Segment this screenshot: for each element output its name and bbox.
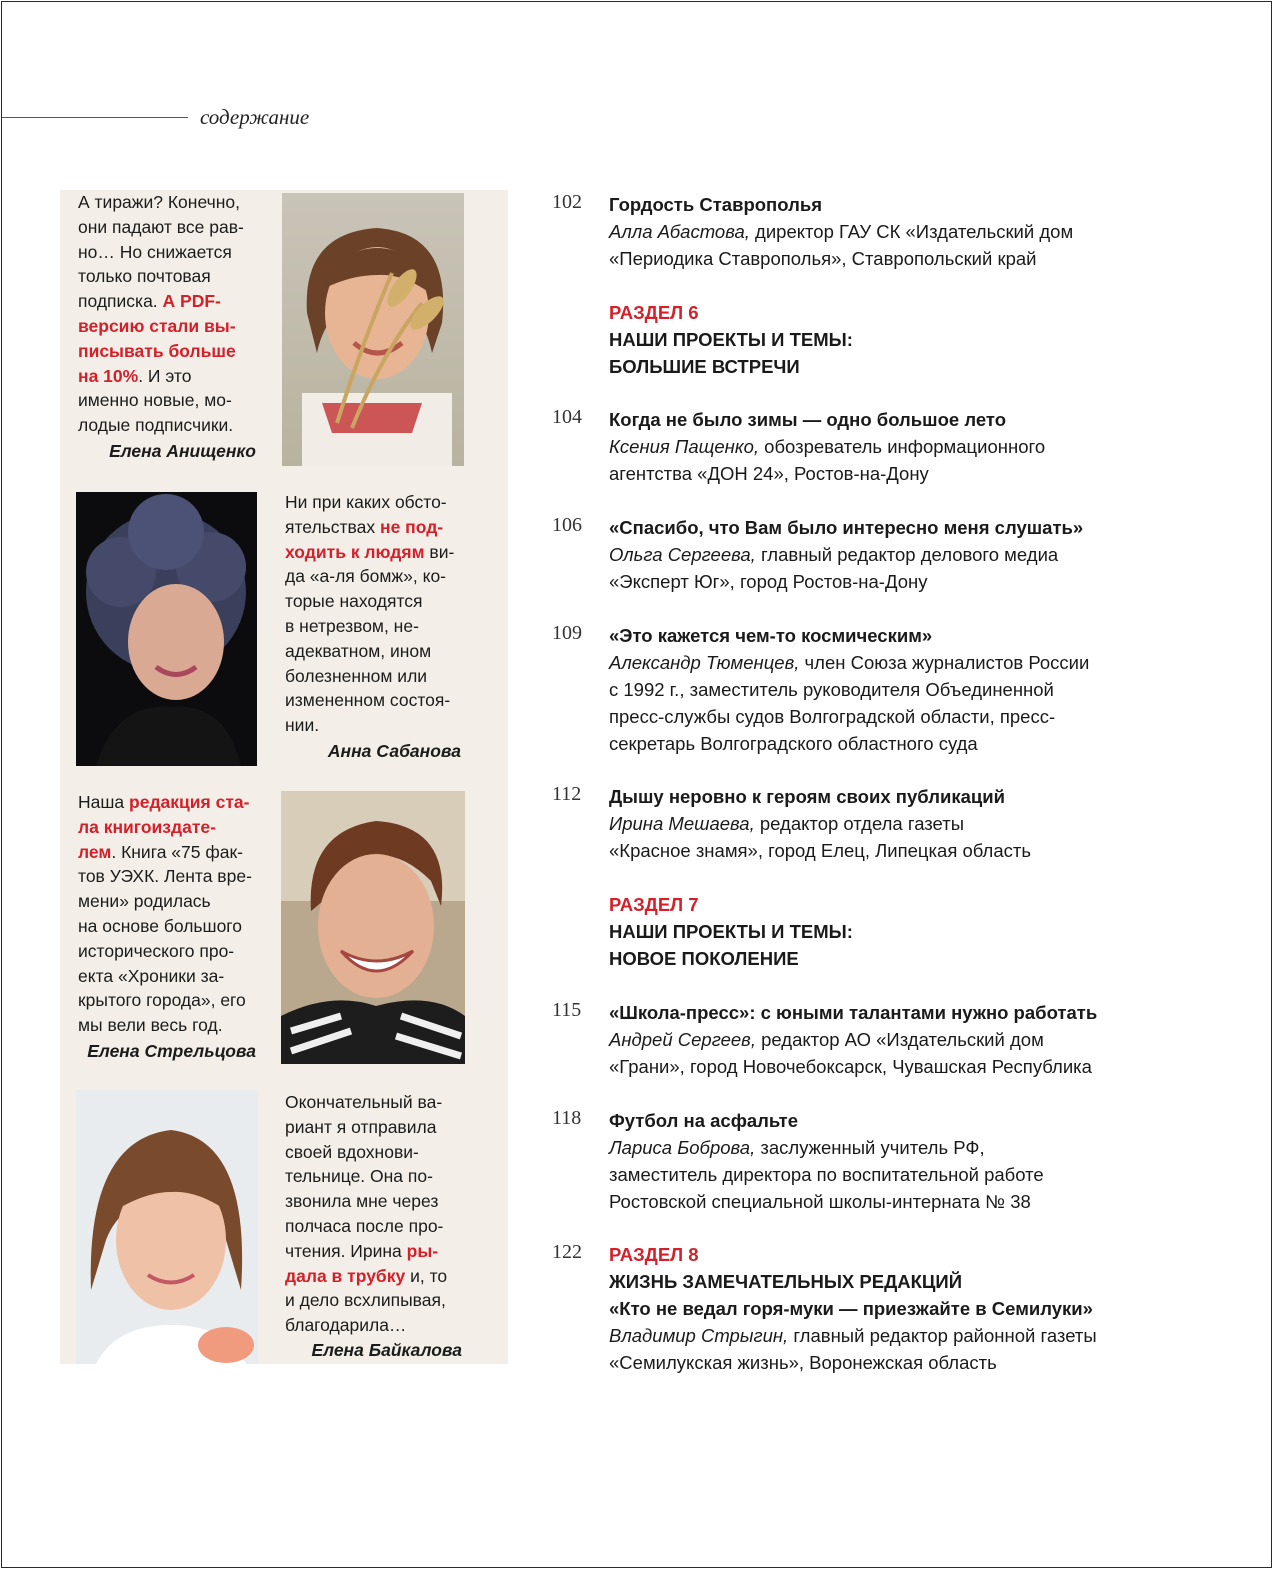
page-number: 118 [552, 1107, 582, 1129]
quote-text: лодые подписчики. [78, 415, 234, 436]
quote-text: только почтовая [78, 266, 211, 287]
quote-author-4: Елена Байкалова [311, 1340, 462, 1360]
entry-line [609, 1268, 1097, 1295]
portrait-photo-2 [76, 492, 257, 766]
entry-line [609, 945, 853, 972]
entry-text: заслуженный учитель РФ, [755, 1137, 985, 1158]
quote-line [78, 314, 268, 339]
entry-text: с 1992 г., заместитель руководителя Объединенной [609, 679, 1054, 700]
quote-text: ви- [424, 541, 455, 562]
entry-lines [609, 1241, 1097, 1376]
quote-line [285, 540, 475, 565]
entry-lines [609, 999, 1097, 1080]
quote-author-1: Елена Анищенко [109, 441, 256, 461]
entry-lines [609, 406, 1045, 487]
entry-title: «Школа-пресс»: с юными талантами нужно работать [609, 1002, 1098, 1023]
quote-line [78, 264, 268, 289]
quote-line [78, 939, 278, 964]
entry-line [609, 1053, 1097, 1080]
portrait-photo-3 [281, 791, 465, 1064]
quote-text: на основе большого [78, 915, 243, 936]
page-number: 115 [552, 999, 582, 1021]
entry-title: НАШИ ПРОЕКТЫ И ТЕМЫ: [609, 329, 853, 350]
entry-title: БОЛЬШИЕ ВСТРЕЧИ [609, 356, 800, 377]
quote-text: именно новые, мо- [78, 390, 232, 411]
quote-line [285, 1115, 475, 1140]
entry-title: НАШИ ПРОЕКТЫ И ТЕМЫ: [609, 921, 853, 942]
quote-text: измененном состоя- [285, 690, 451, 711]
entry-line [609, 703, 1089, 730]
quote-highlight: не под- [380, 516, 444, 537]
entry-title: «Кто не ведал горя-муки — приезжайте в Семилуки» [609, 1298, 1093, 1319]
quote-line [78, 790, 278, 815]
quote-line [78, 889, 278, 914]
quote-text: полчаса после про- [285, 1215, 444, 1236]
entry-line [609, 999, 1097, 1026]
quote-line [285, 1264, 475, 1289]
entry-text: член Союза журналистов России [799, 652, 1090, 673]
entry-line [609, 433, 1045, 460]
quote-highlight: ры- [406, 1240, 439, 1261]
entry-line [609, 406, 1045, 433]
quote-text: . Книга «75 фак- [111, 841, 243, 862]
quote-line [78, 190, 268, 215]
quote-text: Окончательный ва- [285, 1092, 443, 1112]
entry-line [609, 676, 1089, 703]
entry-line [609, 1107, 1044, 1134]
quote-text: чтения. Ирина [285, 1240, 407, 1261]
quote-text: звонила мне через [285, 1191, 439, 1212]
entry-line [609, 1322, 1097, 1349]
section-label: содержание [200, 105, 310, 129]
entry-line [609, 1161, 1044, 1188]
quote-text: А тиражи? Конечно, [78, 192, 240, 212]
entry-author: Алла Абастова, [609, 221, 750, 242]
quote-highlight: редакция ста- [129, 792, 250, 812]
page-number: 112 [552, 783, 582, 805]
entry-lines [609, 191, 1073, 272]
quote-text: екта «Хроники за- [78, 965, 225, 986]
quote-line [78, 988, 278, 1013]
quote-text: но… Но снижается [78, 241, 232, 262]
entry-title: ЖИЗНЬ ЗАМЕЧАТЕЛЬНЫХ РЕДАКЦИЙ [609, 1271, 963, 1292]
section-heading: РАЗДЕЛ 7 [609, 894, 699, 915]
quote-text: благодарила… [285, 1315, 407, 1336]
quote-line [78, 914, 278, 939]
entry-line [609, 218, 1073, 245]
entry-title: Дышу неровно к героям своих публикаций [609, 786, 1005, 807]
entry-line [609, 1295, 1097, 1322]
entry-author: Ксения Пащенко, [609, 436, 760, 457]
entry-title: Когда не было зимы — одно большое лето [609, 409, 1007, 430]
quote-author-2: Анна Сабанова [327, 741, 461, 761]
quote-line [285, 490, 475, 515]
entry-line [609, 460, 1045, 487]
entry-lines [609, 299, 853, 380]
page-number: 109 [552, 622, 582, 644]
quote-highlight: лем [78, 841, 112, 862]
entry-lines [609, 783, 1031, 864]
quote-line [285, 589, 475, 614]
page-number: 106 [552, 514, 582, 536]
entry-text: обозреватель информационного [759, 436, 1046, 457]
quote-text: крытого города», его [78, 990, 246, 1011]
quote-text: исторического про- [78, 940, 235, 961]
quote-author-3: Елена Стрельцова [87, 1041, 256, 1061]
sidebar-quote-1 [78, 190, 268, 438]
entry-line [609, 918, 853, 945]
page-number: 122 [552, 1241, 582, 1263]
quote-highlight: А PDF- [162, 291, 221, 312]
quote-line [78, 215, 268, 240]
quote-line [285, 614, 475, 639]
section-heading: РАЗДЕЛ 6 [609, 302, 699, 323]
entry-line [609, 514, 1083, 541]
quote-line [285, 1164, 475, 1189]
quote-line [285, 1189, 475, 1214]
quote-line [285, 1090, 475, 1115]
entry-line [609, 783, 1031, 810]
entry-author: Ольга Сергеева, [609, 544, 756, 565]
quote-line [285, 1239, 475, 1264]
quote-highlight: писывать больше [78, 340, 236, 361]
entry-line [609, 649, 1089, 676]
entry-text: пресс-службы судов Волгоградской области, пресс- [609, 706, 1056, 727]
entry-title: «Это кажется чем-то космическим» [609, 625, 933, 646]
quote-line [78, 339, 268, 364]
quote-line [285, 639, 475, 664]
quote-line [285, 688, 475, 713]
entry-title: НОВОЕ ПОКОЛЕНИЕ [609, 948, 799, 969]
entry-text: «Эксперт Юг», город Ростов-на-Дону [609, 571, 928, 592]
quote-text: мени» родилась [78, 891, 211, 912]
quote-text: . И это [138, 365, 192, 386]
entry-line [609, 191, 1073, 218]
quote-line [78, 240, 268, 265]
quote-text: в нетрезвом, не- [285, 615, 419, 636]
portrait-photo-1 [282, 193, 464, 466]
entry-line [609, 299, 853, 326]
entry-text: «Красное знамя», город Елец, Липецкая область [609, 840, 1031, 861]
entry-line [609, 1188, 1044, 1215]
quote-text: они падают все рав- [78, 216, 244, 237]
quote-highlight: ла книгоиздате- [78, 816, 216, 837]
entry-line [609, 568, 1083, 595]
entry-line [609, 622, 1089, 649]
section-heading: РАЗДЕЛ 8 [609, 1244, 699, 1265]
entry-text: «Грани», город Новочебоксарск, Чувашская Республика [609, 1056, 1092, 1077]
page-number: 102 [552, 191, 582, 213]
quote-line [78, 413, 268, 438]
quote-line [78, 1013, 278, 1038]
entry-text: Ростовской специальной школы-интерната № 38 [609, 1191, 1031, 1212]
quote-text: ятельствах [285, 516, 380, 537]
quote-text: и дело всхлипывая, [285, 1290, 446, 1311]
quote-line [78, 364, 268, 389]
quote-line [285, 1140, 475, 1165]
portrait-photo-4 [76, 1090, 258, 1364]
quote-text: своей вдохнови- [285, 1141, 419, 1162]
entry-text: агентства «ДОН 24», Ростов-на-Дону [609, 463, 929, 484]
entry-text: секретарь Волгоградского областного суда [609, 733, 978, 754]
entry-text: заместитель директора по воспитательной работе [609, 1164, 1044, 1185]
quote-highlight: на 10% [78, 365, 139, 386]
entry-line [609, 326, 853, 353]
quote-highlight: ходить к людям [285, 541, 425, 562]
quote-line [78, 388, 268, 413]
entry-author: Андрей Сергеев, [609, 1029, 756, 1050]
entry-author: Лариса Боброва, [609, 1137, 756, 1158]
quote-text: тов УЭХК. Лента вре- [78, 866, 252, 887]
quote-text: Наша [78, 792, 130, 812]
quote-line [285, 564, 475, 589]
entry-line [609, 730, 1089, 757]
entry-lines [609, 514, 1083, 595]
sidebar-quote-2 [285, 490, 475, 738]
quote-text: нии. [285, 715, 320, 736]
quote-line [78, 964, 278, 989]
entry-lines [609, 622, 1089, 757]
entry-line [609, 1241, 1097, 1268]
quote-line [78, 815, 278, 840]
entry-line [609, 1026, 1097, 1053]
entry-text: редактор отдела газеты [754, 813, 964, 834]
entry-lines [609, 891, 853, 972]
quote-text: тельнице. Она по- [285, 1166, 433, 1187]
quote-line [285, 1288, 475, 1313]
entry-line [609, 1349, 1097, 1376]
quote-line [285, 1313, 475, 1338]
quote-line [78, 864, 278, 889]
entry-line [609, 810, 1031, 837]
quote-text: и, то [405, 1265, 448, 1286]
entry-text: главный редактор районной газеты [788, 1325, 1097, 1346]
quote-text: болезненном или [285, 665, 428, 686]
header-rule [2, 117, 188, 118]
entry-author: Ирина Мешаева, [609, 813, 755, 834]
entry-text: редактор АО «Издательский дом [755, 1029, 1044, 1050]
entry-line [609, 837, 1031, 864]
entry-title: «Спасибо, что Вам было интересно меня слушать» [609, 517, 1084, 538]
sidebar-quote-3 [78, 790, 278, 1038]
entry-line [609, 1134, 1044, 1161]
quote-text: да «а-ля бомж», ко- [285, 566, 447, 587]
entry-text: «Семилукская жизнь», Воронежская область [609, 1352, 997, 1373]
quote-text: адекватном, ином [285, 640, 432, 661]
entry-lines [609, 1107, 1044, 1215]
quote-line [78, 840, 278, 865]
quote-line [285, 664, 475, 689]
entry-line [609, 891, 853, 918]
entry-text: главный редактор делового медиа [755, 544, 1059, 565]
quote-line [285, 515, 475, 540]
quote-line [285, 1214, 475, 1239]
entry-line [609, 245, 1073, 272]
quote-line [78, 289, 268, 314]
quote-line [285, 713, 475, 738]
quote-highlight: дала в трубку [285, 1265, 406, 1286]
quote-text: подписка. [78, 291, 163, 312]
page-number: 104 [552, 406, 582, 428]
quote-text: торые находятся [285, 591, 423, 612]
entry-line [609, 541, 1083, 568]
entry-text: директор ГАУ СК «Издательский дом [749, 221, 1074, 242]
quote-text: мы вели весь год. [78, 1015, 223, 1036]
entry-author: Владимир Стрыгин, [609, 1325, 789, 1346]
entry-author: Александр Тюменцев, [609, 652, 800, 673]
entry-title: Футбол на асфальте [609, 1110, 799, 1131]
quote-text: риант я отправила [285, 1116, 437, 1137]
quote-text: Ни при каких обсто- [285, 492, 447, 512]
quote-highlight: версию стали вы- [78, 315, 236, 336]
entry-line [609, 353, 853, 380]
sidebar-quote-4 [285, 1090, 475, 1338]
entry-title: Гордость Ставрополья [609, 194, 822, 215]
entry-text: «Периодика Ставрополья», Ставропольский край [609, 248, 1037, 269]
